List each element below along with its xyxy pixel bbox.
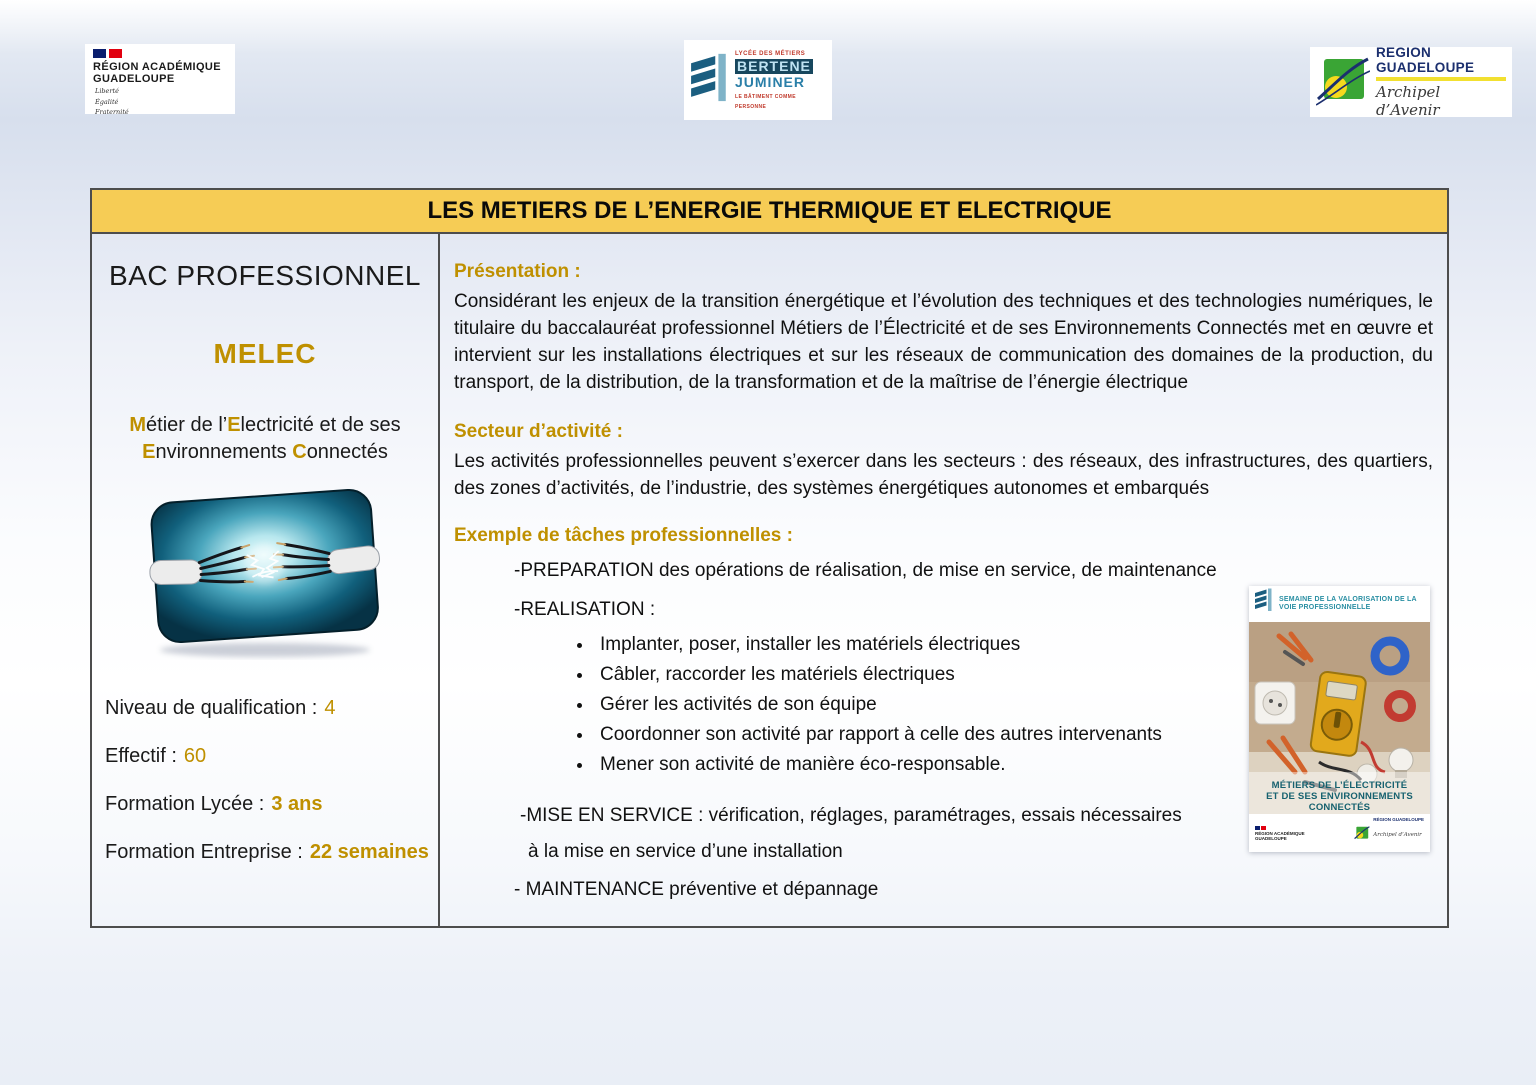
lycee-name-line2: JUMINER — [735, 73, 806, 90]
fact-niveau-value: 4 — [324, 697, 336, 719]
academie-name-line2: GUADELOUPE — [93, 73, 175, 85]
task-mise-en-service-line2: à la mise en service d’une installation — [528, 841, 843, 862]
region-name: REGION GUADELOUPE — [1376, 45, 1475, 75]
task-realisation: -REALISATION : — [514, 599, 656, 620]
diploma-acronym: MELEC — [213, 338, 317, 369]
secteur-heading: Secteur d’activité : — [454, 421, 623, 442]
fact-formation-entreprise-value: 22 semaines — [309, 841, 429, 863]
region-tagline: Archipel d’Avenir — [1376, 83, 1441, 119]
fact-effectif-value: 60 — [183, 745, 207, 767]
task-preparation: -PREPARATION des opérations de réalisation, de mise en service, de maintenance — [514, 560, 1217, 581]
fact-niveau: Niveau de qualification : 4 — [105, 697, 336, 719]
lycee-name-line1: BERTENE — [737, 57, 811, 74]
presentation-body: Considérant les enjeux de la transition énergétique et l’évolution des techniques et des technologies numériques, le titulaire du baccalauréat professionnel Métiers de l’Électricité et de ses Environnements Connectés met en œuvre et intervient sur les installations électriques et sur les réseaux de communication des domaines de la production, du transport, de la distribution, de la transformation et de la maîtrise de l’énergie électrique — [454, 291, 1433, 393]
academie-motto-egalite: Égalité — [95, 97, 119, 106]
building-icon — [689, 50, 731, 111]
diploma-column — [92, 234, 440, 926]
logo-region-academique — [85, 44, 235, 114]
fact-effectif: Effectif : 60 — [105, 745, 207, 767]
description-column — [440, 234, 1447, 926]
bullet-item: • Câbler, raccorder les matériels électriques — [594, 661, 1433, 688]
task-maintenance: - MAINTENANCE préventive et dépannage — [514, 879, 879, 900]
poster-footer-academie-logo: RÉGION ACADÉMIQUE GUADELOUPE — [1255, 826, 1305, 841]
logo-lycee-bertene-juminer — [684, 40, 832, 120]
academie-motto-liberte: Liberté — [95, 87, 119, 95]
bullet-item: • Implanter, poser, installer les matériels électriques — [594, 631, 1433, 658]
task-mise-en-service-line1: -MISE EN SERVICE : vérification, réglages, paramétrages, essais nécessaires — [520, 805, 1182, 826]
melec-week-poster — [1249, 586, 1430, 852]
academie-name-line1: RÉGION ACADÉMIQUE — [93, 61, 222, 73]
secteur-body: Les activités professionnelles peuvent s’exercer dans les secteurs : des réseaux, des infrastructures, des quartiers, des zones d’activités, de l’industrie, des systèmes énergétiques autonomes et embarqués — [454, 451, 1433, 499]
taches-heading: Exemple de tâches professionnelles : — [454, 525, 793, 546]
bullet-item: • Coordonner son activité par rapport à celle des autres intervenants — [594, 721, 1433, 748]
lycee-type-label: LYCÉE DES MÉTIERS — [735, 50, 806, 57]
fiche-table — [90, 188, 1449, 928]
logo-region-guadeloupe — [1310, 47, 1512, 117]
bullet-item: • Gérer les activités de son équipe — [594, 691, 1433, 718]
poster-title: MÉTIERS DE L’ÉLECTRICITÉ ET DE SES ENVIRONNEMENTS CONNECTÉS — [1266, 780, 1413, 813]
electrical-cable-image — [92, 488, 438, 665]
fact-formation-lycee: Formation Lycée : 3 ans — [105, 793, 323, 815]
lycee-tagline: LE BÂTIMENT COMME PERSONNE — [735, 93, 796, 110]
table-title: LES METIERS DE L’ENERGIE THERMIQUE ET ELECTRIQUE — [92, 190, 1447, 234]
french-flag-icon — [93, 49, 227, 58]
diploma-subtitle: Métier de l’Electricité et de ses Environnements Connectés — [129, 414, 401, 463]
poster-building-icon — [1254, 587, 1274, 621]
fact-formation-entreprise: Formation Entreprise : 22 semaines — [105, 841, 429, 863]
poster-footer-region-logo: RÉGION GUADELOUPE Archipel d’Avenir — [1354, 817, 1424, 849]
region-guadeloupe-emblem-icon — [1316, 53, 1370, 112]
fact-formation-lycee-value: 3 ans — [271, 793, 323, 815]
region-yellow-bar — [1376, 77, 1506, 81]
bullet-item: • Mener son activité de manière éco-responsable. — [594, 751, 1433, 778]
diploma-name: BAC PROFESSIONNEL — [109, 260, 421, 291]
poster-tools-photo — [1249, 622, 1430, 814]
presentation-heading: Présentation : — [454, 261, 581, 282]
academie-motto-fraternite: Fraternité — [95, 108, 129, 116]
facts-list — [92, 697, 438, 864]
poster-header-text: SEMAINE DE LA VALORISATION DE LA VOIE PROFESSIONNELLE — [1279, 595, 1417, 611]
